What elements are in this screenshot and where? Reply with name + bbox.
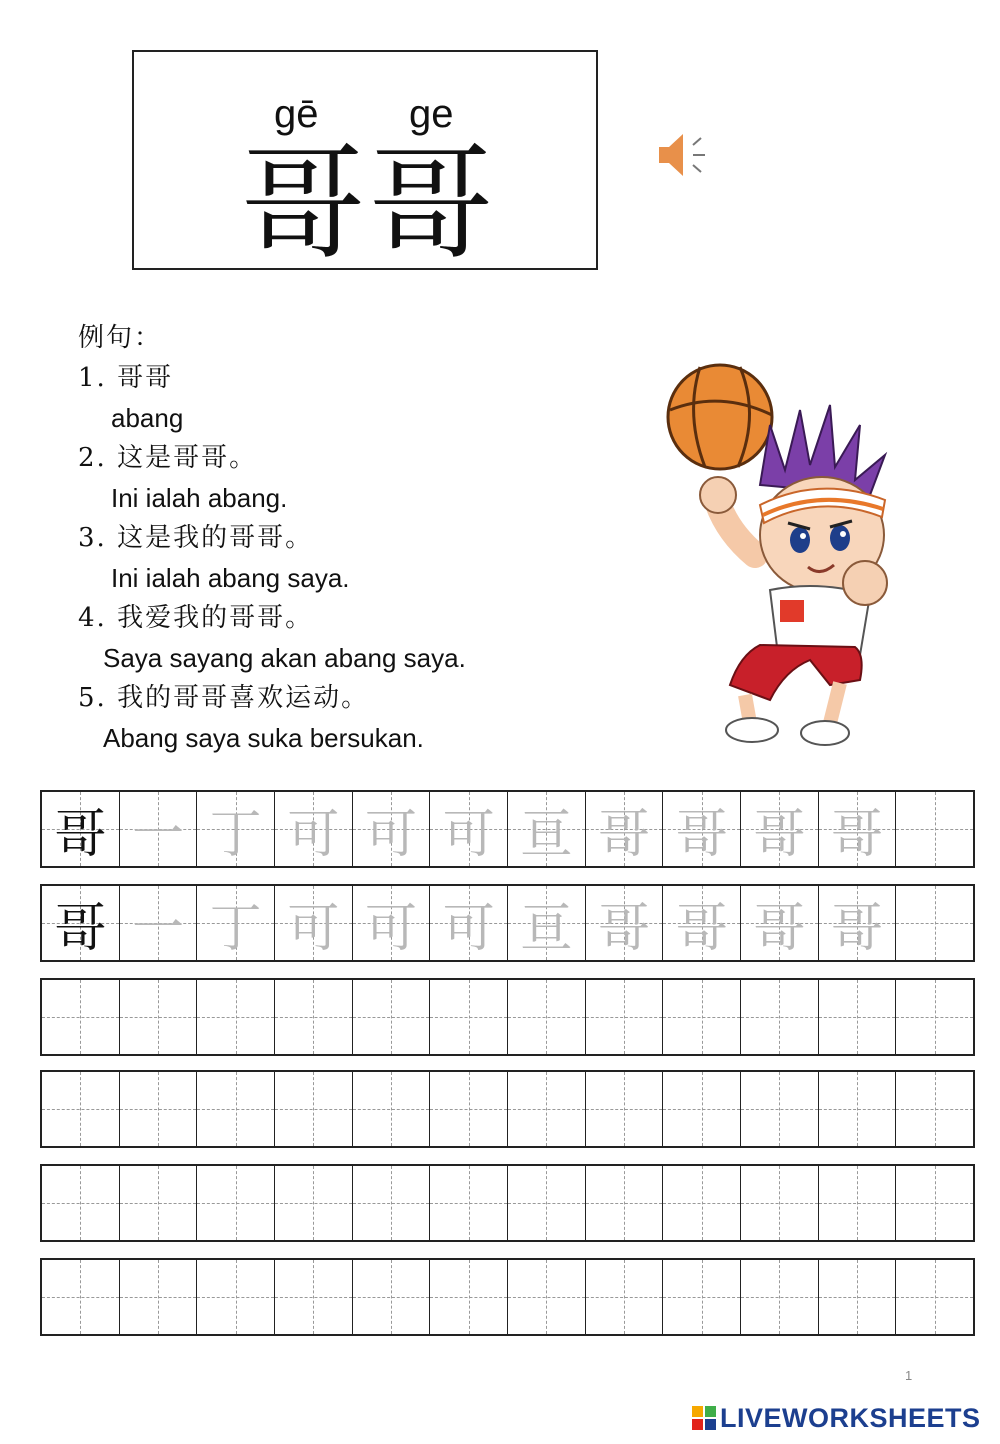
stroke-step-1: 一 — [132, 898, 185, 959]
practice-cell[interactable] — [120, 980, 198, 1054]
stroke-step-2: 丁 — [209, 804, 262, 865]
stroke-step-10: 哥 — [831, 804, 884, 865]
practice-cell[interactable] — [430, 1166, 508, 1240]
stroke-step-7: 哥 — [598, 898, 651, 959]
practice-cell[interactable] — [430, 1260, 508, 1334]
practice-cell[interactable] — [42, 886, 120, 960]
practice-cell[interactable] — [120, 886, 198, 960]
practice-cell[interactable] — [741, 1260, 819, 1334]
stroke-step-8: 哥 — [675, 804, 728, 865]
practice-cell[interactable] — [430, 1072, 508, 1146]
practice-cell[interactable] — [508, 1166, 586, 1240]
practice-cell[interactable] — [896, 1072, 973, 1146]
stroke-step-5: 可 — [442, 804, 495, 865]
practice-cell[interactable] — [120, 1072, 198, 1146]
practice-cell[interactable] — [586, 1072, 664, 1146]
brand-name: LIVEWORKSHEETS — [720, 1402, 981, 1433]
practice-cell[interactable] — [275, 1072, 353, 1146]
practice-cell[interactable] — [663, 1260, 741, 1334]
practice-cell[interactable] — [819, 1260, 897, 1334]
practice-row-1 — [40, 790, 975, 868]
practice-row-2 — [40, 884, 975, 962]
example-3-malay: Ini ialah abang saya. — [111, 563, 350, 593]
practice-cell[interactable] — [663, 792, 741, 866]
practice-cell[interactable] — [353, 980, 431, 1054]
practice-cell[interactable] — [430, 980, 508, 1054]
title-box — [132, 50, 598, 277]
example-4-chinese: 4. 我爱我的哥哥。 — [78, 603, 314, 633]
practice-cell[interactable] — [741, 792, 819, 866]
practice-cell[interactable] — [586, 886, 664, 960]
practice-cell[interactable] — [430, 792, 508, 866]
practice-cell[interactable] — [819, 1072, 897, 1146]
example-1-malay: abang — [111, 403, 184, 433]
stroke-step-1: 一 — [132, 804, 185, 865]
example-3-chinese: 3. 这是我的哥哥。 — [78, 523, 314, 553]
stroke-step-3: 可 — [287, 898, 340, 959]
practice-cell[interactable] — [741, 980, 819, 1054]
stroke-step-9: 哥 — [753, 898, 806, 959]
model-character: 哥 — [54, 898, 107, 959]
practice-cell[interactable] — [275, 1260, 353, 1334]
practice-cell[interactable] — [508, 886, 586, 960]
practice-cell[interactable] — [275, 1166, 353, 1240]
practice-cell[interactable] — [42, 980, 120, 1054]
stroke-step-9: 哥 — [753, 804, 806, 865]
practice-cell[interactable] — [508, 980, 586, 1054]
practice-row-4 — [40, 1070, 975, 1148]
stroke-step-6: 亘 — [520, 804, 573, 865]
practice-cell[interactable] — [663, 1072, 741, 1146]
liveworksheets-logo-icon — [692, 1406, 716, 1430]
practice-cell[interactable] — [741, 886, 819, 960]
practice-cell[interactable] — [197, 1166, 275, 1240]
practice-cell[interactable] — [42, 1166, 120, 1240]
practice-cell[interactable] — [42, 1260, 120, 1334]
stroke-step-2: 丁 — [209, 898, 262, 959]
model-character: 哥 — [54, 804, 107, 865]
practice-cell[interactable] — [663, 1166, 741, 1240]
stroke-step-3: 可 — [287, 804, 340, 865]
speaker-icon[interactable] — [656, 130, 710, 180]
practice-cell[interactable] — [741, 1166, 819, 1240]
practice-cell[interactable] — [896, 980, 973, 1054]
practice-cell[interactable] — [353, 886, 431, 960]
practice-cell[interactable] — [120, 1166, 198, 1240]
practice-cell[interactable] — [819, 886, 897, 960]
stroke-step-8: 哥 — [675, 898, 728, 959]
title-hanzi: 哥哥 — [240, 133, 497, 277]
practice-cell[interactable] — [197, 886, 275, 960]
example-sentences — [78, 318, 638, 758]
practice-row-6 — [40, 1258, 975, 1336]
stroke-step-4: 可 — [365, 898, 418, 959]
practice-cell[interactable] — [663, 886, 741, 960]
example-5-malay: Abang saya suka bersukan. — [103, 723, 424, 753]
practice-cell[interactable] — [275, 980, 353, 1054]
example-2-malay: Ini ialah abang. — [111, 483, 288, 513]
practice-row-3 — [40, 978, 975, 1056]
practice-cell[interactable] — [819, 980, 897, 1054]
practice-cell[interactable] — [508, 792, 586, 866]
stroke-step-6: 亘 — [520, 898, 573, 959]
page-number: 1 — [905, 1368, 913, 1383]
stroke-step-4: 可 — [365, 804, 418, 865]
liveworksheets-logo — [692, 1400, 981, 1436]
practice-cell[interactable] — [197, 1260, 275, 1334]
practice-cell[interactable] — [586, 792, 664, 866]
practice-cell[interactable] — [896, 792, 973, 866]
practice-cell[interactable] — [741, 1072, 819, 1146]
practice-cell[interactable] — [586, 980, 664, 1054]
pinyin-syllable-1: gē — [274, 92, 319, 136]
stroke-step-5: 可 — [442, 898, 495, 959]
examples-label: 例句： — [78, 323, 163, 353]
practice-cell[interactable] — [819, 792, 897, 866]
practice-cell[interactable] — [197, 980, 275, 1054]
practice-cell[interactable] — [353, 792, 431, 866]
stroke-step-7: 哥 — [598, 804, 651, 865]
practice-cell[interactable] — [663, 980, 741, 1054]
practice-cell[interactable] — [275, 886, 353, 960]
practice-cell[interactable] — [896, 1166, 973, 1240]
practice-cell[interactable] — [896, 1260, 973, 1334]
practice-cell[interactable] — [508, 1072, 586, 1146]
example-1-chinese: 1. 哥哥 — [78, 363, 174, 393]
example-5-chinese: 5. 我的哥哥喜欢运动。 — [78, 683, 370, 713]
stroke-step-10: 哥 — [831, 898, 884, 959]
pinyin-syllable-2: ge — [409, 92, 454, 136]
example-4-malay: Saya sayang akan abang saya. — [103, 643, 466, 673]
practice-cell[interactable] — [586, 1166, 664, 1240]
example-2-chinese: 2. 这是哥哥。 — [78, 443, 258, 473]
practice-cell[interactable] — [120, 792, 198, 866]
practice-cell[interactable] — [508, 1260, 586, 1334]
practice-cell[interactable] — [42, 792, 120, 866]
practice-cell[interactable] — [197, 1072, 275, 1146]
practice-cell[interactable] — [586, 1260, 664, 1334]
practice-cell[interactable] — [819, 1166, 897, 1240]
practice-cell[interactable] — [353, 1260, 431, 1334]
practice-cell[interactable] — [275, 792, 353, 866]
practice-row-5 — [40, 1164, 975, 1242]
practice-cell[interactable] — [42, 1072, 120, 1146]
practice-cell[interactable] — [120, 1260, 198, 1334]
practice-cell[interactable] — [896, 886, 973, 960]
practice-cell[interactable] — [197, 792, 275, 866]
practice-cell[interactable] — [353, 1166, 431, 1240]
practice-cell[interactable] — [430, 886, 508, 960]
boy-basketball-illustration — [660, 355, 920, 755]
practice-cell[interactable] — [353, 1072, 431, 1146]
